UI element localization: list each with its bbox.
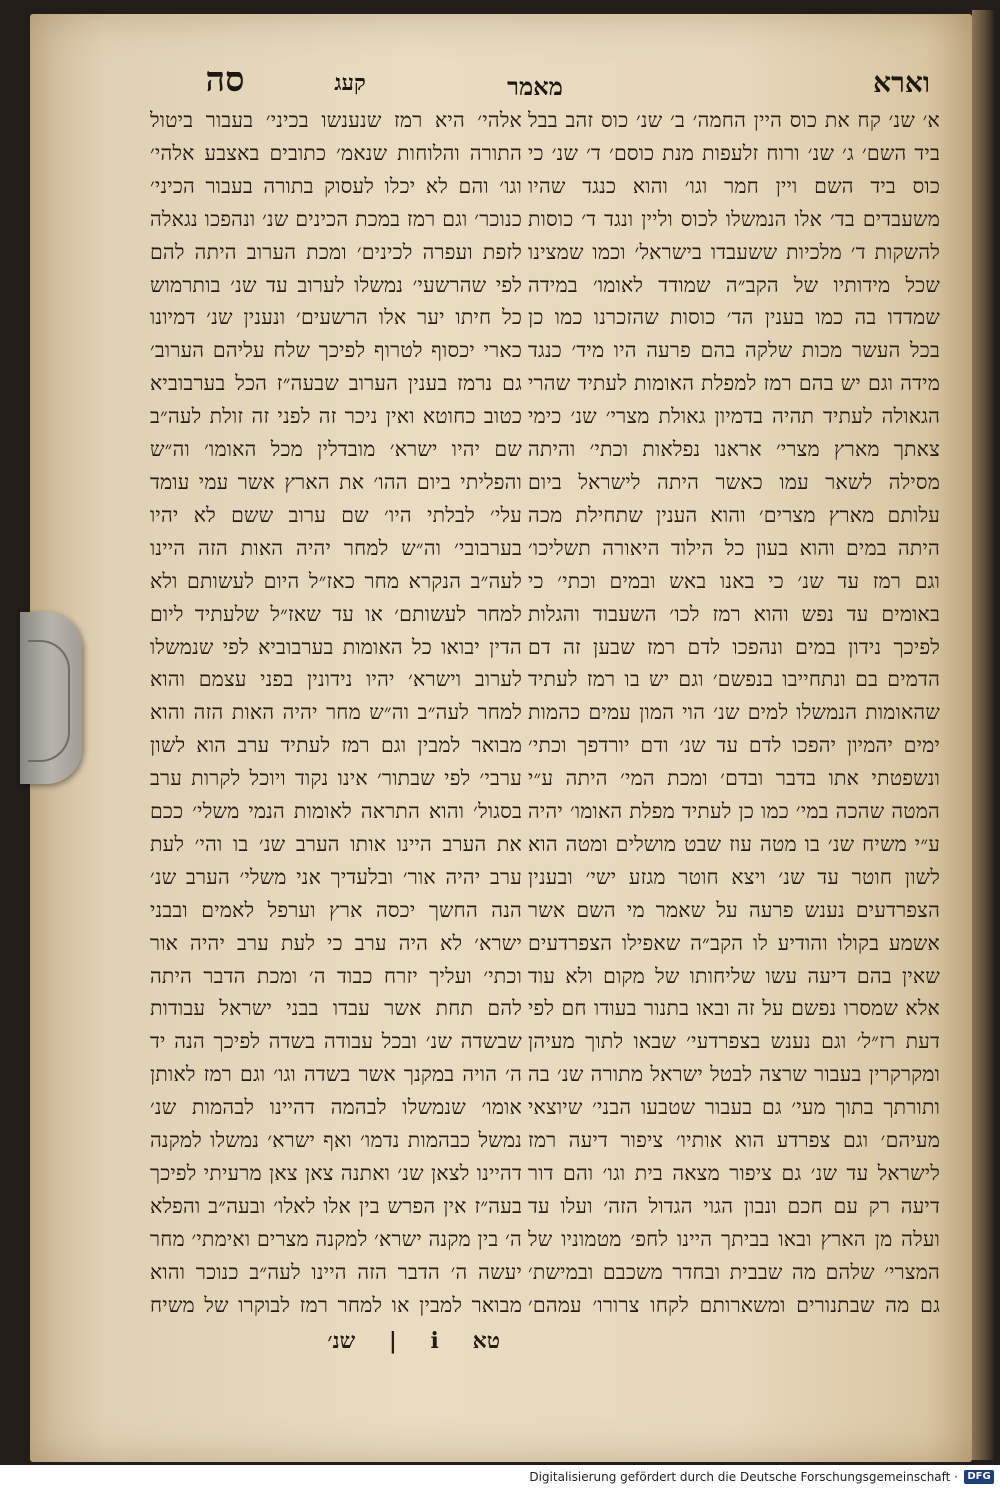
- running-head-signature: קעג: [334, 70, 366, 96]
- catchword: טא: [472, 1328, 500, 1354]
- footer-bar: [0, 1465, 1000, 1489]
- catchwords-line: [200, 1328, 500, 1354]
- bookmark-tab-outline: [28, 640, 70, 762]
- folio-number: סה: [205, 60, 245, 100]
- catchword: שנ׳: [327, 1328, 356, 1354]
- text-column-right: א׳ שנ׳ קח את כוס היין החמה׳ ב׳ שנ׳ כוס זהב בבל ביד השם׳ ג׳ שנ׳ ורוח זלעפות מנת כוסם׳ ד׳ שנ׳ כי כוס ביד השם ויין חמר וגו׳ והוא כנגד שהיו משעבדים בד׳ אלו הנמשלו לכוס וליין ונגד ד׳ כוסות להשקות ד׳ מלכיות ששעבדו בישראל׳ וכמו שמצינו שכל מידותיו של הקב״ה שמודד לאומו׳ במידה שמדדו בה כמו בענין הד׳ כוסות שהזכרנו כמו כן בכל העשר מכות שלקה בהם פרעה היו מיד׳ כנגד מידה וגם יש בהם רמז למפלת האומות לעתיד שהרי הגאולה לעתיד תהיה בדמיון גאולת מצרי׳ שנ׳ כימי צאתך מארץ מצרי׳ אראנו נפלאות וכתי׳ והיתה מסילה לשאר עמו כאשר היתה לישראל ביום עלותם מארץ מצרים׳ והוא הענין שתחילת מכה היתה במים והוא בעון כל הילוד היאורה תשליכו׳ וגם רמז עד שנ׳ כי באנו באש ובמים וכתי׳ כי באומים עד נפש והוא רמז לכו׳ השעבוד והגלות לפיכך נידון במים ונהפכו לדם רמז שבען זה דם הדמים בם ונתחייבו בנפשם׳ וגם יש בו רמז לעתיד שהאומות הנמשלו למים שנ׳ הוי המון עמים כהמות ימים יהמיון יהפכו לדם עד שנ׳ ודם יורדפך וכתי׳ ונשפטתי אתו בדבר ובדם׳ ומכת המי׳ היתה ע״י המטה שהכה במי׳ כמו כן לעתיד מפלת האומו׳ יהיה ע״י משיח שנ׳ בו מטה עוז שבט מושלים ומטה הוא לשון חוטר עד שנ׳ ויצא חוטר מגזע ישי׳ ובענין הצפרדעים נענש פרעה על שאמר מי השם אשר אשמע בקולו והודיע לו הקב״ה שאפילו הצפרדעים שאין בהם דיעה עשו שליחותו של מקום ולא עוד אלא שמסרו נפשם על זה ובאו בתנור בעודו חם לפי דעת רז״ל׳ וגם נענש בצפרדעי׳ שבאו לתוך מעיהן ומקרקרין בעבור שרצה לבטל ישראל מתורה שנ׳ בה ותורתך בתוך מעי׳ גם בעבור שטבעו הבני׳ שיוצאי מעיהם׳ וגם צפרדע הוא אותיו׳ ציפור דיעה רמז לישראל עד שנ׳ גם ציפור מצאה בית וגו׳ והם דור דיעה רק עם חכם ונבון הגוי הגדול הזה׳ ועלו עד ועלה מן הארץ ובאו בביתך היינו לחפ׳ מטמוניו של המצרי׳ שלהם מה שבבית ובחדר משכבם ובמישת׳ גם מה שבתנורים ומשארותם לקחו צרורו׳ עמהם׳: [528, 108, 940, 1317]
- running-head-title: מאמר: [507, 72, 563, 101]
- catchword: |: [388, 1328, 397, 1354]
- catchword: i: [430, 1328, 439, 1354]
- text-column-left: אלהי׳ היא רמז שנענשו בכיני׳ בעבור ביטול התורה והלוחות שנאמ׳ כתובים באצבע אלהי׳ וגו׳ והם לא יכלו לעסוק בתורה בעבור הכיני׳ כנוכר׳ וגם רמז במכת הכינים שנ׳ ונהפכו נגאלה לזפת ועפרה לכינים׳ ומכת הערוב היתה להם לפי שהרשעי׳ נמשלו לערוב עד שנ׳ בותרמוש כל חיתו יער אלו הרשעים׳ ונענין שנ׳ דמיונו כארי יכסוף לטרוף לפיכך שלח עליהם הערוב׳ גם נרמז בענין הערוב שבעה״ז הכל בערבוביא כטוב כחוטא ואין ניכר זה לפני זה זולת לעה״ב שם יהיו ישרא׳ מובדלין מכל האומו׳ וה״ש והפליתי ביום ההו׳ את הארץ אשר עמי עומד עלי׳ לבלתי היו׳ שם ערוב ששם לא יהיו בערבובי׳ וה״ש למחר יהיה האות הזה היינו לעה״ב הנקרא מחר כאז״ל היום לעשותם ולא למחר לעשותם׳ או עד שאז״ל שלעתיד ליום הדין יבואו כל האומות בערבוביא לפי שנמשלו לערוב וישרא׳ יהיו נידונין בפני עצמם והוא למחר לעה״ב וה״ש מחר יהיה האות הזה והוא מבואר למבין וגם רמז לעתיד ערב הוא לשון ערבי׳ לפי שבתור׳ אינו נקוד ויוכל לקרות ערב בסגול׳ והוא התראה לאומות הנמי משלי׳ ככם את הערב היינו אותו הערב שנ׳ בו והי׳ לעת ערב יהיה אור׳ ובלעדיך אני משלי׳ הערב שנ׳ הנה החשך יכסה ארץ וערפל לאמים ובבני ישרא׳ לא היה ערב כי לעת ערב יהיה אור וכתי׳ ועליך יזרח כבוד ה׳ ומכת הדבר היתה להם תחת אשר עבדו בבני ישראל עבודות שבשדה שנ׳ ובכל עבודה בשדה לפיכך הנה יד ה׳ הויה במקנך אשר בשדה וגו׳ וגם רמז לאותן אומו׳ שנמשלו לבהמה דהיינו לבהמות שנ׳ נמשל כבהמות נדמו׳ ואף ישרא׳ נמשלו למקנה דהיינו לצאן שנ׳ ואתנה צאן צאן מרעיתי לפיכך בעה״ז אין הפרש בין אלו לאלו׳ ובעה״ב והפלא ה׳ בין מקנה ישרא׳ למקנה מצרים ואימתי׳ מחר יעשה ה׳ הדבר הזה היינו לעה״ב כנוכר והוא מבואר למבין או למחר רמז לבוקרו של משיח: [150, 108, 522, 1317]
- page-edge: [972, 10, 994, 1460]
- running-head-parasha: וארא: [873, 66, 930, 99]
- footer-credit: Digitalisierung gefördert durch die Deutsche Forschungsgemeinschaft ·: [529, 1470, 958, 1484]
- dfg-logo-icon: DFG: [964, 1470, 994, 1484]
